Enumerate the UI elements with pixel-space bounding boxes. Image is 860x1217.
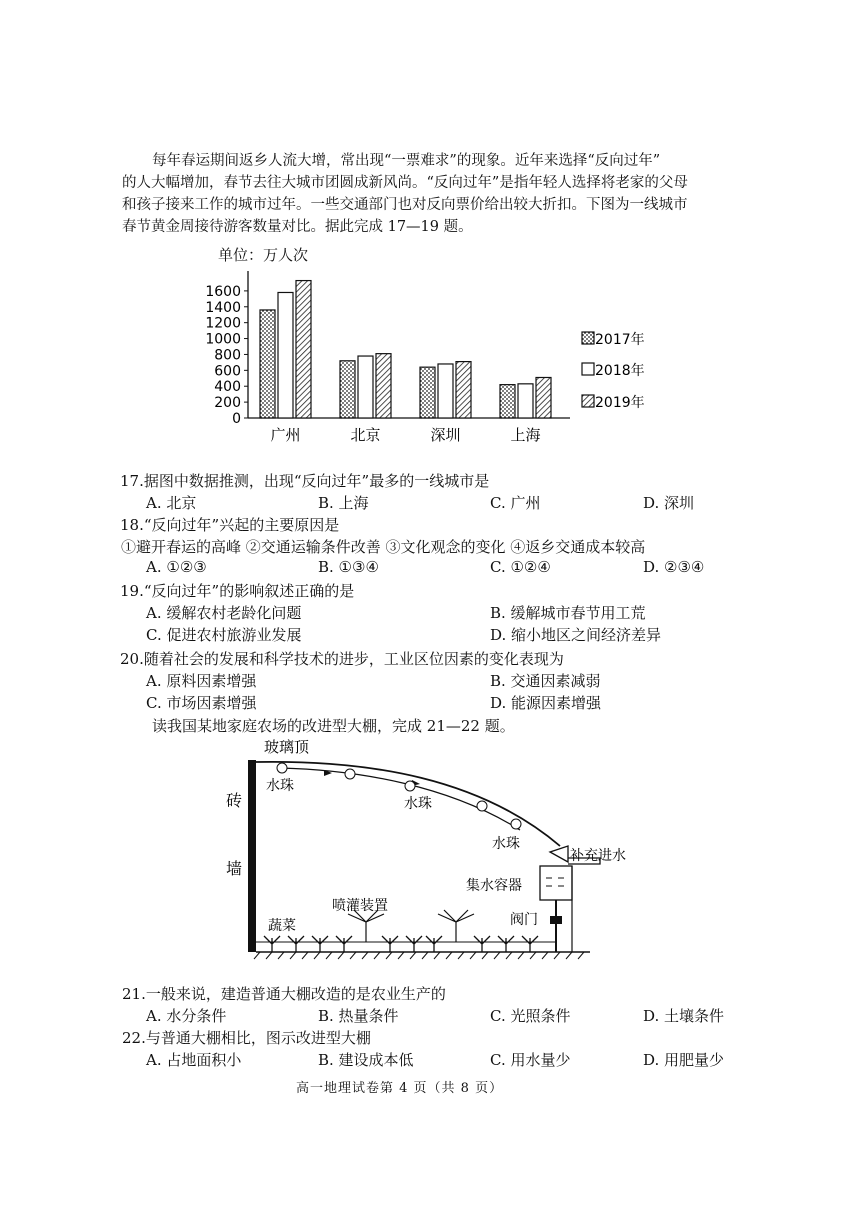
legend-swatch — [582, 395, 594, 407]
label-vegetables: 蔬菜 — [268, 918, 296, 934]
y-tick-label: 200 — [214, 395, 241, 412]
category-label: 深圳 — [430, 426, 461, 444]
q17-option-a: A. 北京 — [146, 494, 197, 512]
label-valve: 阀门 — [510, 912, 538, 928]
q18-option-a: A. ①②③ — [146, 558, 207, 576]
water-drop-4 — [477, 801, 487, 811]
q18-stem: 18.“反向过年”兴起的主要原因是 — [120, 516, 340, 534]
label-wall: 墙 — [226, 859, 243, 878]
q21-option-c: C. 光照条件 — [490, 1007, 571, 1025]
water-drop-3 — [405, 781, 415, 791]
q20-option-a: A. 原料因素增强 — [146, 672, 257, 690]
q18-sub: ①避开春运的高峰 ②交通运输条件改善 ③文化观念的变化 ④返乡交通成本较高 — [121, 538, 646, 556]
q22-option-c: C. 用水量少 — [490, 1051, 571, 1069]
bar — [500, 385, 515, 418]
q17-option-c: C. 广州 — [490, 494, 541, 512]
water-drop-5 — [511, 819, 521, 829]
funnel — [550, 846, 568, 862]
q20-option-d: D. 能源因素增强 — [490, 694, 602, 712]
sprinkler-icon — [348, 910, 474, 942]
bar — [420, 367, 435, 418]
bar — [456, 362, 471, 418]
label-brick: 砖 — [226, 791, 243, 810]
label-container: 集水容器 — [466, 878, 522, 894]
q19-option-b: B. 缓解城市春节用工荒 — [490, 604, 646, 622]
water-drop-1 — [277, 763, 287, 773]
q20-stem: 20.随着社会的发展和科学技术的进步，工业区位因素的变化表现为 — [120, 650, 564, 668]
q17-option-d: D. 深圳 — [643, 494, 695, 512]
q21-option-d: D. 土壤条件 — [643, 1007, 725, 1025]
greenhouse-diagram — [220, 738, 640, 970]
legend-label: 2018年 — [595, 363, 645, 379]
bar — [296, 281, 311, 418]
q19-option-a: A. 缓解农村老龄化问题 — [146, 604, 302, 622]
y-tick-label: 1600 — [205, 283, 241, 300]
q21-option-a: A. 水分条件 — [146, 1007, 227, 1025]
valve-icon — [550, 916, 562, 924]
intro-line-2: 的人大幅增加，春节去往大城市团圆成新风尚。“反向过年”是指年轻人选择将老家的父母 — [122, 175, 688, 191]
q22-option-a: A. 占地面积小 — [146, 1051, 242, 1069]
q17-stem: 17.据图中数据推测，出现“反向过年”最多的一线城市是 — [120, 472, 490, 490]
category-label: 北京 — [350, 426, 381, 444]
intro-line-1: 每年春运期间返乡人流大增，常出现“一票难求”的现象。近年来选择“反向过年” — [152, 153, 661, 169]
y-tick-label: 1200 — [205, 315, 241, 332]
q21-22-intro: 读我国某地家庭农场的改进型大棚，完成 21—22 题。 — [152, 717, 515, 735]
q19-stem: 19.“反向过年”的影响叙述正确的是 — [120, 582, 355, 600]
category-label: 广州 — [270, 426, 301, 444]
q22-option-d: D. 用肥量少 — [643, 1051, 725, 1069]
water-container — [540, 866, 572, 900]
q22-option-b: B. 建设成本低 — [318, 1051, 414, 1069]
bar — [278, 292, 293, 418]
legend-label: 2019年 — [595, 395, 645, 411]
label-sprinkler: 喷灌装置 — [332, 898, 388, 914]
q19-option-d: D. 缩小地区之间经济差异 — [490, 626, 662, 644]
intro-line-4: 春节黄金周接待游客数量对比。据此完成 17—19 题。 — [122, 219, 473, 235]
q21-stem: 21.一般来说，建造普通大棚改造的是农业生产的 — [122, 985, 446, 1003]
bar — [260, 310, 275, 418]
q18-option-b: B. ①③④ — [318, 558, 379, 576]
brick-wall — [248, 760, 256, 952]
bar — [340, 361, 355, 418]
y-tick-label: 1400 — [205, 299, 241, 316]
label-glass-roof: 玻璃顶 — [264, 738, 310, 756]
y-tick-label: 800 — [214, 347, 241, 364]
bar — [376, 354, 391, 418]
legend-swatch — [582, 363, 594, 375]
q18-option-d: D. ②③④ — [643, 558, 705, 576]
q22-stem: 22.与普通大棚相比，图示改进型大棚 — [122, 1029, 371, 1047]
label-water-3: 水珠 — [492, 836, 520, 852]
page-footer: 高一地理试卷第 4 页（共 8 页） — [296, 1081, 504, 1096]
q20-option-c: C. 市场因素增强 — [146, 694, 257, 712]
legend-label: 2017年 — [595, 332, 645, 348]
bar — [518, 384, 533, 418]
ground-hatch — [254, 952, 584, 959]
q18-option-c: C. ①②④ — [490, 558, 551, 576]
bar — [358, 356, 373, 418]
q19-option-c: C. 促进农村旅游业发展 — [146, 626, 302, 644]
legend-swatch — [582, 332, 594, 344]
label-water-1: 水珠 — [266, 778, 294, 794]
label-water-2: 水珠 — [404, 796, 432, 812]
q17-option-b: B. 上海 — [318, 494, 369, 512]
q21-option-b: B. 热量条件 — [318, 1007, 399, 1025]
category-label: 上海 — [510, 426, 541, 444]
y-tick-label: 0 — [232, 411, 241, 427]
intro-paragraph — [122, 150, 737, 238]
label-inlet: 补充进水 — [570, 848, 626, 864]
y-tick-label: 400 — [214, 379, 241, 396]
y-tick-label: 600 — [214, 363, 241, 380]
y-tick-label: 1000 — [205, 331, 241, 348]
bar-chart — [190, 262, 670, 452]
intro-line-3: 和孩子接来工作的城市过年。一些交通部门也对反向票价给出较大折扣。下图为一线城市 — [122, 197, 688, 213]
q20-option-b: B. 交通因素减弱 — [490, 672, 601, 690]
bar — [536, 377, 551, 418]
vegetable-icon — [264, 936, 538, 952]
chart-unit-label: 单位：万人次 — [218, 246, 309, 264]
water-drop-2 — [345, 769, 355, 779]
bar — [438, 364, 453, 418]
